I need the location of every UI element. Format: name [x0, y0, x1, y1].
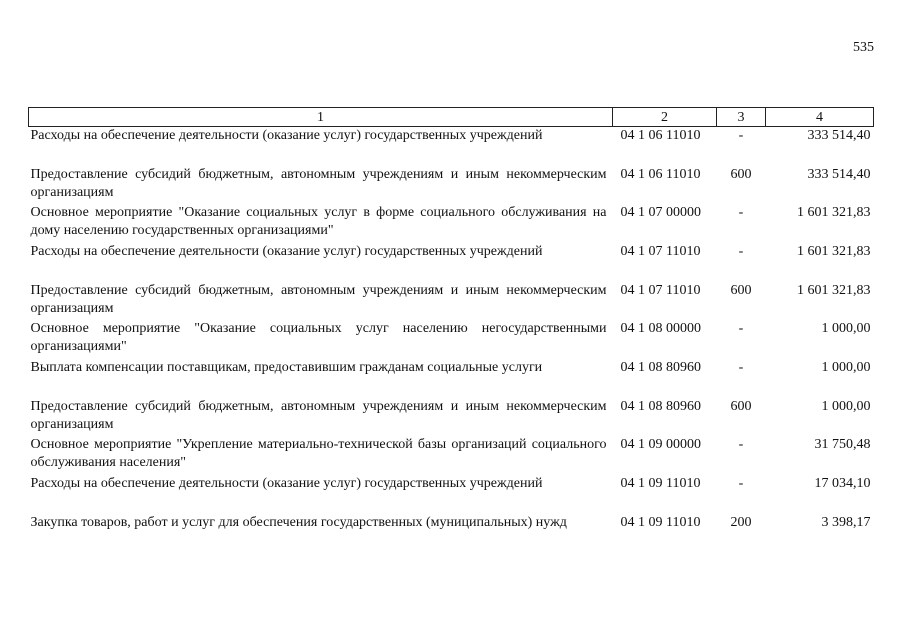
row-code: 04 1 08 00000 — [620, 321, 701, 336]
header-col-4: 4 — [766, 108, 874, 127]
table-header-row — [29, 108, 874, 127]
row-amount: 1 000,00 — [821, 321, 871, 336]
row-amount: 333 514,40 — [807, 167, 871, 182]
budget-table-container — [28, 107, 873, 552]
row-amount: 3 398,17 — [821, 515, 871, 530]
row-description: Предоставление субсидий бюджетным, автономным учреждениям и иным некоммерческим организациям — [30, 283, 607, 316]
row-code: 04 1 08 80960 — [620, 360, 701, 375]
row-code: 04 1 07 11010 — [620, 244, 701, 259]
table-row — [29, 436, 874, 475]
table-row — [29, 282, 874, 320]
row-code: 04 1 06 11010 — [620, 167, 701, 182]
row-expense-type: 600 — [730, 399, 752, 414]
row-description: Предоставление субсидий бюджетным, автономным учреждениям и иным некоммерческим организациям — [30, 399, 607, 432]
row-description: Основное мероприятие "Оказание социальных услуг в форме социального обслуживания на дому населению государственных организациями" — [30, 205, 607, 238]
table-row — [29, 204, 874, 243]
row-description: Основное мероприятие "Укрепление материально-технической базы организаций социального обслуживания населения" — [30, 437, 607, 470]
row-code: 04 1 08 80960 — [620, 399, 701, 414]
row-expense-type: - — [738, 244, 744, 259]
row-expense-type: 600 — [730, 283, 752, 298]
row-expense-type: - — [738, 321, 744, 336]
row-code: 04 1 07 00000 — [620, 205, 701, 220]
table-row — [29, 243, 874, 282]
row-amount: 333 514,40 — [807, 128, 871, 143]
row-expense-type: - — [738, 128, 744, 143]
row-expense-type: 200 — [730, 515, 752, 530]
header-col-1: 1 — [29, 108, 613, 127]
row-expense-type: - — [738, 476, 744, 491]
row-description: Расходы на обеспечение деятельности (оказание услуг) государственных учреждений — [30, 244, 543, 259]
header-col-2: 2 — [613, 108, 717, 127]
page-number: 535 — [853, 40, 874, 55]
row-amount: 17 034,10 — [814, 476, 871, 491]
row-description: Основное мероприятие "Оказание социальных услуг населению негосударственными организациями" — [30, 321, 607, 354]
row-amount: 1 000,00 — [821, 360, 871, 375]
row-code: 04 1 09 11010 — [620, 515, 701, 530]
row-amount: 1 601 321,83 — [797, 283, 871, 298]
table-row — [29, 475, 874, 514]
row-amount: 1 601 321,83 — [797, 205, 871, 220]
row-expense-type: - — [738, 205, 744, 220]
row-description: Закупка товаров, работ и услуг для обеспечения государственных (муниципальных) нужд — [30, 515, 567, 530]
row-description: Расходы на обеспечение деятельности (оказание услуг) государственных учреждений — [30, 476, 543, 491]
row-amount: 31 750,48 — [814, 437, 871, 452]
row-expense-type: 600 — [730, 167, 752, 182]
row-description: Расходы на обеспечение деятельности (оказание услуг) государственных учреждений — [30, 128, 543, 143]
row-amount: 1 601 321,83 — [797, 244, 871, 259]
row-code: 04 1 09 11010 — [620, 476, 701, 491]
table-row — [29, 514, 874, 552]
row-expense-type: - — [738, 360, 744, 375]
table-row — [29, 166, 874, 204]
row-code: 04 1 06 11010 — [620, 128, 701, 143]
row-description: Выплата компенсации поставщикам, предоставившим гражданам социальные услуги — [30, 360, 543, 375]
table-row — [29, 359, 874, 398]
table-row — [29, 127, 874, 167]
row-description: Предоставление субсидий бюджетным, автономным учреждениям и иным некоммерческим организациям — [30, 167, 607, 200]
row-code: 04 1 09 00000 — [620, 437, 701, 452]
header-col-3: 3 — [717, 108, 766, 127]
table-row — [29, 320, 874, 359]
row-amount: 1 000,00 — [821, 399, 871, 414]
budget-table — [28, 107, 874, 552]
row-expense-type: - — [738, 437, 744, 452]
row-code: 04 1 07 11010 — [620, 283, 701, 298]
table-row — [29, 398, 874, 436]
